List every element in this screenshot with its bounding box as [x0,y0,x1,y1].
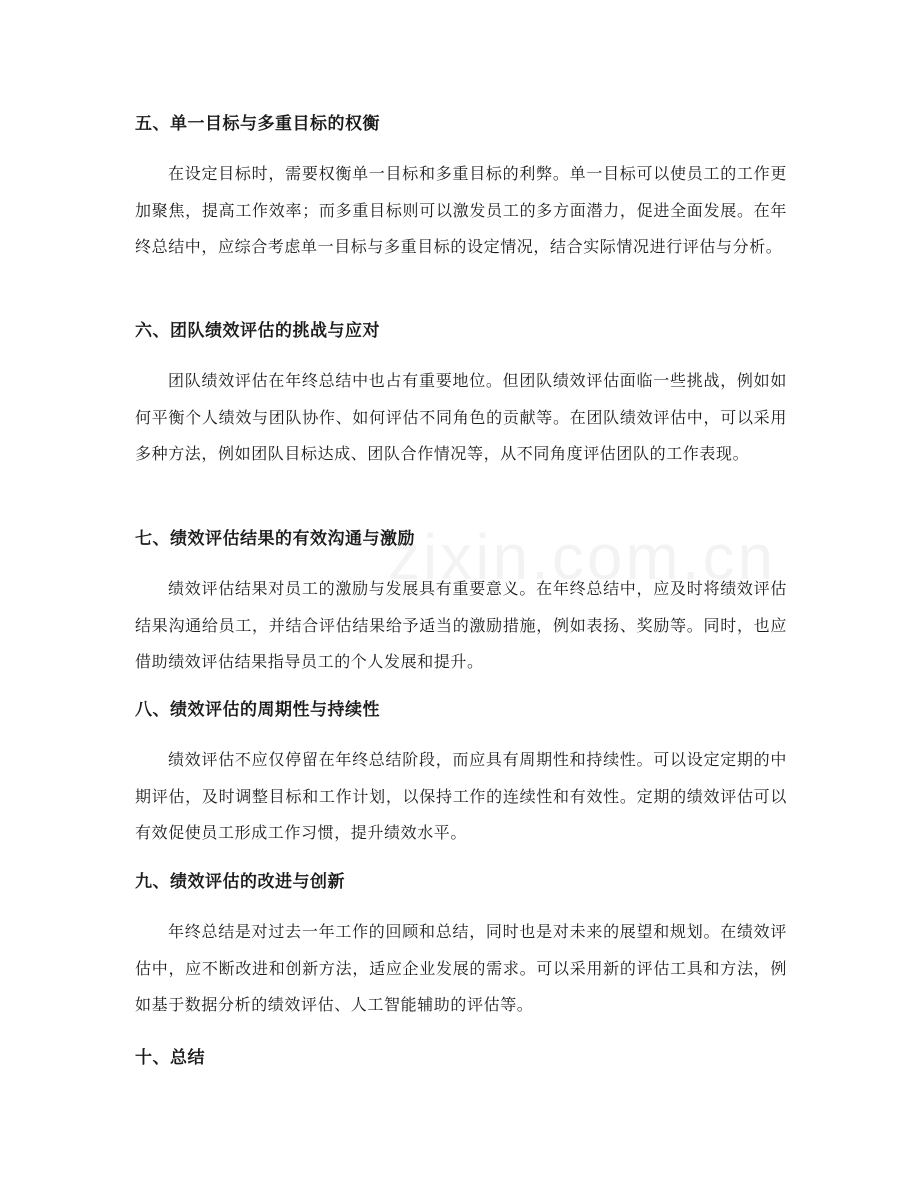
section-paragraph: 在设定目标时，需要权衡单一目标和多重目标的利弊。单一目标可以使员工的工作更加聚焦，提高工作效率；而多重目标则可以激发员工的多方面潜力，促进全面发展。在年终总结中，应综合考虑单一目标与多重目标的设定情况，结合实际情况进行评估与分析。 [135,164,787,256]
section-paragraph: 绩效评估不应仅停留在年终总结阶段，而应具有周期性和持续性。可以设定定期的中期评估，及时调整目标和工作计划，以保持工作的连续性和有效性。定期的绩效评估可以有效促使员工形成工作习惯，提升绩效水平。 [135,750,787,842]
section-paragraph: 年终总结是对过去一年工作的回顾和总结，同时也是对未来的展望和规划。在绩效评估中，应不断改进和创新方法，适应企业发展的需求。可以采用新的评估工具和方法，例如基于数据分析的绩效评估、人工智能辅助的评估等。 [135,922,787,1014]
section-heading: 八、绩效评估的周期性与持续性 [135,700,380,720]
section-5 [135,112,787,266]
section-9 [135,870,787,1024]
section-heading: 十、总结 [135,1048,205,1068]
section-paragraph: 绩效评估结果对员工的激励与发展具有重要意义。在年终总结中，应及时将绩效评估结果沟通给员工，并结合评估结果给予适当的激励措施，例如表扬、奖励等。同时，也应借助绩效评估结果指导员工的个人发展和提升。 [135,579,787,671]
section-7 [135,527,787,681]
section-8 [135,698,787,852]
section-10 [135,1046,787,1070]
section-6 [135,319,787,473]
section-heading: 五、单一目标与多重目标的权衡 [135,114,380,134]
section-heading: 九、绩效评估的改进与创新 [135,872,345,892]
section-paragraph: 团队绩效评估在年终总结中也占有重要地位。但团队绩效评估面临一些挑战，例如如何平衡个人绩效与团队协作、如何评估不同角色的贡献等。在团队绩效评估中，可以采用多种方法，例如团队目标达成、团队合作情况等，从不同角度评估团队的工作表现。 [135,371,787,463]
section-heading: 六、团队绩效评估的挑战与应对 [135,321,380,341]
section-heading: 七、绩效评估结果的有效沟通与激励 [135,529,415,549]
